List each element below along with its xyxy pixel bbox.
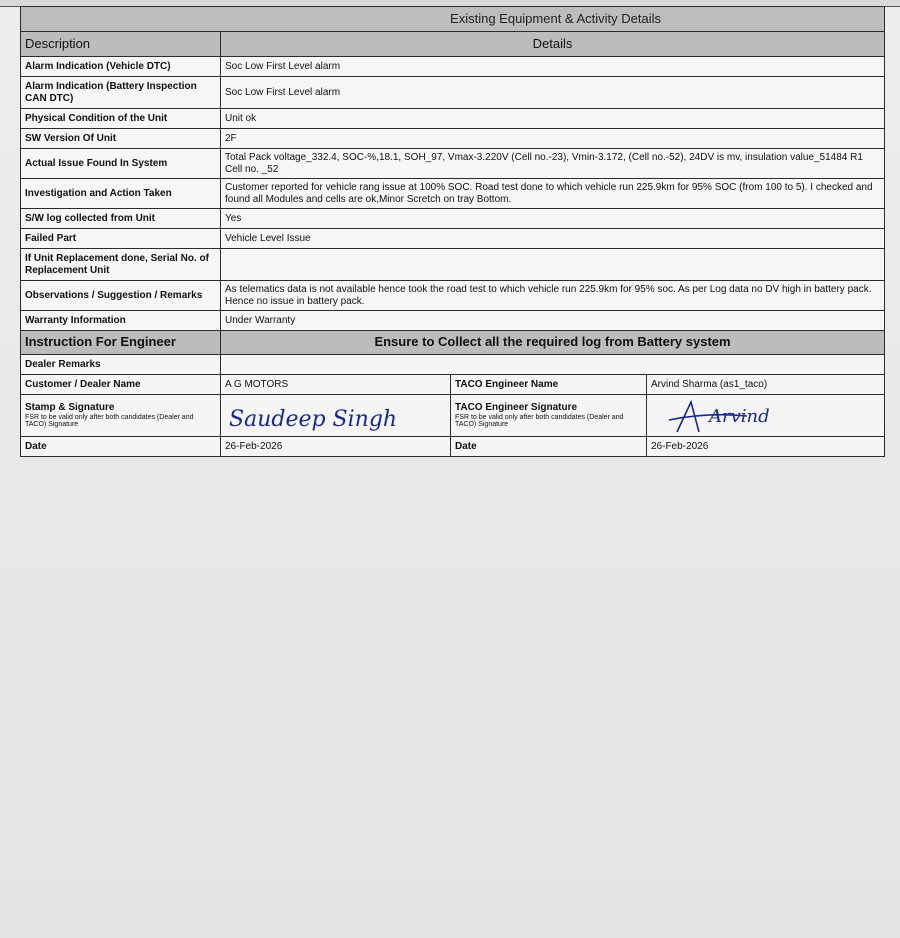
table-row: [21, 281, 885, 311]
table-row: [21, 149, 885, 179]
table-row: [21, 129, 885, 149]
row-label: Actual Issue Found In System: [21, 149, 221, 179]
table-row: [21, 209, 885, 229]
stamp-note: FSR to be valid only after both candidates (Dealer and TACO) Signature: [25, 413, 194, 429]
customer-row: [21, 375, 885, 395]
table-row: [21, 179, 885, 209]
row-label: Alarm Indication (Vehicle DTC): [21, 57, 221, 77]
row-value: [221, 249, 885, 281]
row-label: Physical Condition of the Unit: [21, 109, 221, 129]
row-value: 2F: [221, 129, 885, 149]
table-row: [21, 229, 885, 249]
row-value: Under Warranty: [221, 311, 885, 331]
instruction-value: Ensure to Collect all the required log from Battery system: [221, 331, 885, 355]
row-value: Customer reported for vehicle rang issue at 100% SOC. Road test done to which vehicle run 225.9km for 95% SOC (from 100 to 5). I checked and found all Modules and cells are ok,Minor Scretch on tray Bottom.: [221, 179, 885, 209]
table-title-row: [21, 7, 885, 32]
taco-signature-note: FSR to be valid only after both candidates (Dealer and TACO) Signature: [455, 413, 624, 429]
taco-signature-label: TACO Engineer Signature: [455, 402, 578, 414]
dealer-signature-cell: [221, 395, 451, 437]
row-value: Soc Low First Level alarm: [221, 57, 885, 77]
row-label: Warranty Information: [21, 311, 221, 331]
taco-engineer-name-value: Arvind Sharma (as1_taco): [647, 375, 885, 395]
signature-row: [21, 395, 885, 437]
row-label: Alarm Indication (Battery Inspection CAN DTC): [21, 77, 221, 109]
row-label: Failed Part: [21, 229, 221, 249]
dealer-remarks-value: [221, 355, 885, 375]
taco-engineer-name-label: TACO Engineer Name: [451, 375, 647, 395]
row-value: Unit ok: [221, 109, 885, 129]
table-title: Existing Equipment & Activity Details: [21, 7, 885, 32]
customer-label: Customer / Dealer Name: [21, 375, 221, 395]
taco-signature-label-cell: [451, 395, 647, 437]
row-value: Total Pack voltage_332.4, SOC-%,18.1, SOH_97, Vmax-3.220V (Cell no.-23), Vmin-3.172, (Cell no.-52), 24DV is mv, insulation value_51484 R1 Cell no. _52: [221, 149, 885, 179]
row-value: Yes: [221, 209, 885, 229]
row-label: S/W log collected from Unit: [21, 209, 221, 229]
instruction-label: Instruction For Engineer: [21, 331, 221, 355]
row-label: Observations / Suggestion / Remarks: [21, 281, 221, 311]
stamp-label: Stamp & Signature: [25, 402, 115, 414]
table-header-row: [21, 32, 885, 57]
dealer-remarks-row: [21, 355, 885, 375]
dealer-remarks-label: Dealer Remarks: [21, 355, 221, 375]
date-value: 26-Feb-2026: [221, 437, 451, 457]
date-label: Date: [21, 437, 221, 457]
row-value: As telematics data is not available hence took the road test to which vehicle run 225.9km for 95% soc. As per Log data no DV high in battery pack. Hence no issue in battery pack.: [221, 281, 885, 311]
row-value: Soc Low First Level alarm: [221, 77, 885, 109]
customer-value: A G MOTORS: [221, 375, 451, 395]
table-row: [21, 77, 885, 109]
dealer-signature: [221, 396, 449, 436]
taco-signature-cell: [647, 395, 885, 437]
taco-date-label: Date: [451, 437, 647, 457]
details-header: Details: [221, 32, 885, 57]
instruction-row: [21, 331, 885, 355]
row-label: SW Version Of Unit: [21, 129, 221, 149]
stamp-cell: [21, 395, 221, 437]
taco-signature: [647, 396, 883, 436]
description-header: Description: [21, 32, 221, 57]
date-row: [21, 437, 885, 457]
row-label: Investigation and Action Taken: [21, 179, 221, 209]
row-value: Vehicle Level Issue: [221, 229, 885, 249]
dealer-signature-text: Saudeep Singh: [229, 406, 398, 432]
table-row: [21, 249, 885, 281]
equipment-details-sheet: [20, 6, 884, 457]
taco-signature-text: Arvind: [709, 405, 770, 427]
equipment-details-table: [20, 6, 885, 457]
table-row: [21, 57, 885, 77]
taco-date-value: 26-Feb-2026: [647, 437, 885, 457]
row-label: If Unit Replacement done, Serial No. of Replacement Unit: [21, 249, 221, 281]
table-row: [21, 109, 885, 129]
table-row: [21, 311, 885, 331]
